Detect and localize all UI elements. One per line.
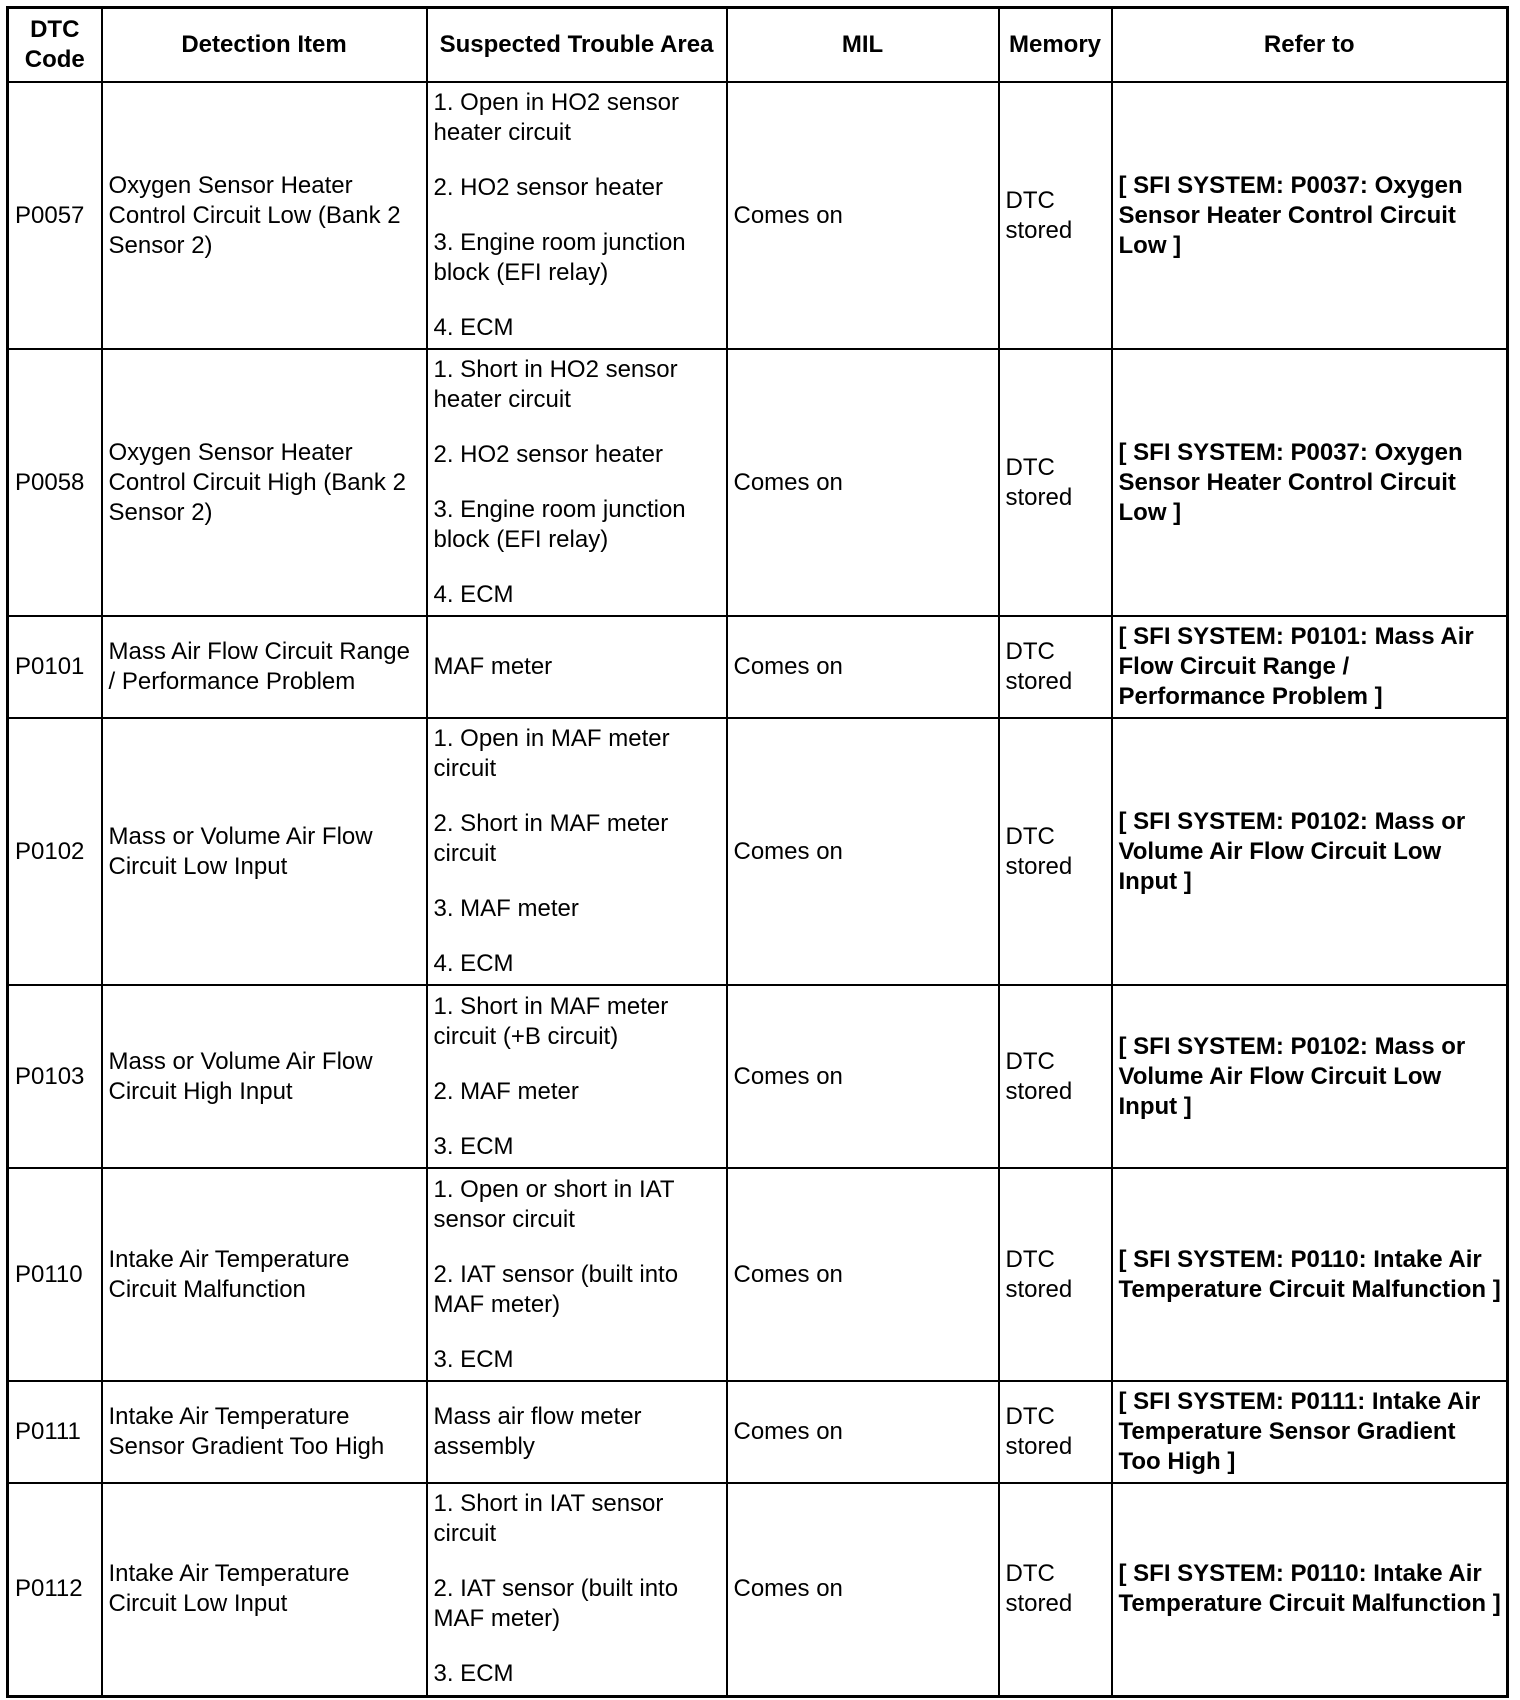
trouble-area-item: 3. ECM — [433, 1660, 514, 1688]
trouble-area-item: 3. Engine room junction block (EFI relay) — [433, 496, 686, 553]
trouble-area-item: 3. Engine room junction block (EFI relay) — [433, 229, 686, 286]
trouble-area-list — [434, 724, 720, 979]
refer-to-cell: [ SFI SYSTEM: P0101: Mass Air Flow Circuit Range / Performance Problem ] — [1112, 616, 1508, 718]
mil-cell: Comes on — [727, 1483, 999, 1696]
refer-to-cell: [ SFI SYSTEM: P0102: Mass or Volume Air Flow Circuit Low Input ] — [1112, 985, 1508, 1168]
dtc-code-cell: P0101 — [8, 616, 102, 718]
trouble-area-list — [434, 992, 720, 1162]
table-row — [8, 1168, 1508, 1381]
table-row — [8, 349, 1508, 616]
dtc-table — [6, 6, 1509, 1698]
header-mil: MIL — [727, 8, 999, 83]
trouble-area-list — [434, 652, 720, 682]
detection-item-cell: Mass or Volume Air Flow Circuit High Input — [102, 985, 427, 1168]
mil-cell: Comes on — [727, 349, 999, 616]
trouble-area-item: 3. ECM — [433, 1132, 514, 1160]
trouble-area-item: 2. Short in MAF meter circuit — [433, 810, 669, 867]
trouble-area-list — [434, 88, 720, 343]
memory-cell: DTC stored — [999, 616, 1112, 718]
mil-cell: Comes on — [727, 1381, 999, 1483]
detection-item-cell: Intake Air Temperature Circuit Low Input — [102, 1483, 427, 1696]
dtc-code-cell: P0112 — [8, 1483, 102, 1696]
memory-cell: DTC stored — [999, 82, 1112, 349]
dtc-code-cell: P0057 — [8, 82, 102, 349]
mil-cell: Comes on — [727, 82, 999, 349]
detection-item-cell: Mass or Volume Air Flow Circuit Low Input — [102, 718, 427, 985]
trouble-area-cell — [427, 718, 727, 985]
mil-cell: Comes on — [727, 1168, 999, 1381]
refer-to-cell: [ SFI SYSTEM: P0037: Oxygen Sensor Heater Control Circuit Low ] — [1112, 82, 1508, 349]
memory-cell: DTC stored — [999, 718, 1112, 985]
mil-cell: Comes on — [727, 985, 999, 1168]
dtc-code-cell: P0110 — [8, 1168, 102, 1381]
refer-to-cell: [ SFI SYSTEM: P0110: Intake Air Temperature Circuit Malfunction ] — [1112, 1483, 1508, 1696]
trouble-area-item: 1. Short in HO2 sensor heater circuit — [433, 356, 678, 413]
detection-item-cell: Mass Air Flow Circuit Range / Performance Problem — [102, 616, 427, 718]
trouble-area-item: MAF meter — [433, 653, 553, 680]
detection-item-cell: Oxygen Sensor Heater Control Circuit High (Bank 2 Sensor 2) — [102, 349, 427, 616]
table-row — [8, 82, 1508, 349]
detection-item-cell: Oxygen Sensor Heater Control Circuit Low (Bank 2 Sensor 2) — [102, 82, 427, 349]
trouble-area-item: 4. ECM — [433, 950, 514, 977]
refer-to-cell: [ SFI SYSTEM: P0037: Oxygen Sensor Heater Control Circuit Low ] — [1112, 349, 1508, 616]
trouble-area-item: 1. Short in IAT sensor circuit — [433, 1490, 664, 1548]
detection-item-cell: Intake Air Temperature Sensor Gradient Too High — [102, 1381, 427, 1483]
trouble-area-cell — [427, 349, 727, 616]
table-row — [8, 985, 1508, 1168]
refer-to-cell: [ SFI SYSTEM: P0111: Intake Air Temperature Sensor Gradient Too High ] — [1112, 1381, 1508, 1483]
trouble-area-cell — [427, 985, 727, 1168]
header-memory: Memory — [999, 8, 1112, 83]
trouble-area-item: 4. ECM — [433, 314, 514, 341]
dtc-code-cell: P0111 — [8, 1381, 102, 1483]
trouble-area-item: 2. HO2 sensor heater — [433, 174, 663, 201]
trouble-area-list — [434, 355, 720, 610]
trouble-area-cell — [427, 82, 727, 349]
dtc-code-cell: P0058 — [8, 349, 102, 616]
header-trouble-area: Suspected Trouble Area — [427, 8, 727, 83]
table-row — [8, 718, 1508, 985]
trouble-area-item: 2. IAT sensor (built into MAF meter) — [433, 1260, 679, 1318]
refer-to-cell: [ SFI SYSTEM: P0102: Mass or Volume Air Flow Circuit Low Input ] — [1112, 718, 1508, 985]
trouble-area-cell — [427, 616, 727, 718]
header-row — [8, 8, 1508, 83]
trouble-area-list — [434, 1175, 720, 1375]
table-row — [8, 616, 1508, 718]
trouble-area-item: 3. MAF meter — [433, 895, 579, 922]
header-dtc-code: DTC Code — [8, 8, 102, 83]
trouble-area-item: 2. IAT sensor (built into MAF meter) — [433, 1575, 679, 1633]
trouble-area-item: 3. ECM — [433, 1345, 514, 1373]
trouble-area-item: 1. Short in MAF meter circuit (+B circuit) — [433, 992, 669, 1050]
trouble-area-cell — [427, 1168, 727, 1381]
memory-cell: DTC stored — [999, 1168, 1112, 1381]
trouble-area-cell — [427, 1381, 727, 1483]
detection-item-cell: Intake Air Temperature Circuit Malfunction — [102, 1168, 427, 1381]
table-body — [8, 82, 1508, 1696]
memory-cell: DTC stored — [999, 349, 1112, 616]
header-detection-item: Detection Item — [102, 8, 427, 83]
trouble-area-item: Mass air flow meter assembly — [433, 1403, 642, 1460]
trouble-area-item: 1. Open in MAF meter circuit — [433, 725, 670, 782]
trouble-area-list — [434, 1402, 720, 1462]
refer-to-cell: [ SFI SYSTEM: P0110: Intake Air Temperature Circuit Malfunction ] — [1112, 1168, 1508, 1381]
mil-cell: Comes on — [727, 616, 999, 718]
memory-cell: DTC stored — [999, 1381, 1112, 1483]
header-refer-to: Refer to — [1112, 8, 1508, 83]
trouble-area-item: 2. HO2 sensor heater — [433, 441, 663, 468]
trouble-area-item: 2. MAF meter — [433, 1077, 579, 1105]
dtc-code-cell: P0103 — [8, 985, 102, 1168]
trouble-area-item: 1. Open or short in IAT sensor circuit — [433, 1175, 675, 1233]
mil-cell: Comes on — [727, 718, 999, 985]
trouble-area-cell — [427, 1483, 727, 1696]
memory-cell: DTC stored — [999, 985, 1112, 1168]
table-row — [8, 1381, 1508, 1483]
memory-cell: DTC stored — [999, 1483, 1112, 1696]
trouble-area-item: 4. ECM — [433, 581, 514, 608]
trouble-area-item: 1. Open in HO2 sensor heater circuit — [433, 89, 679, 146]
trouble-area-list — [434, 1489, 720, 1689]
table-row — [8, 1483, 1508, 1696]
dtc-code-cell: P0102 — [8, 718, 102, 985]
